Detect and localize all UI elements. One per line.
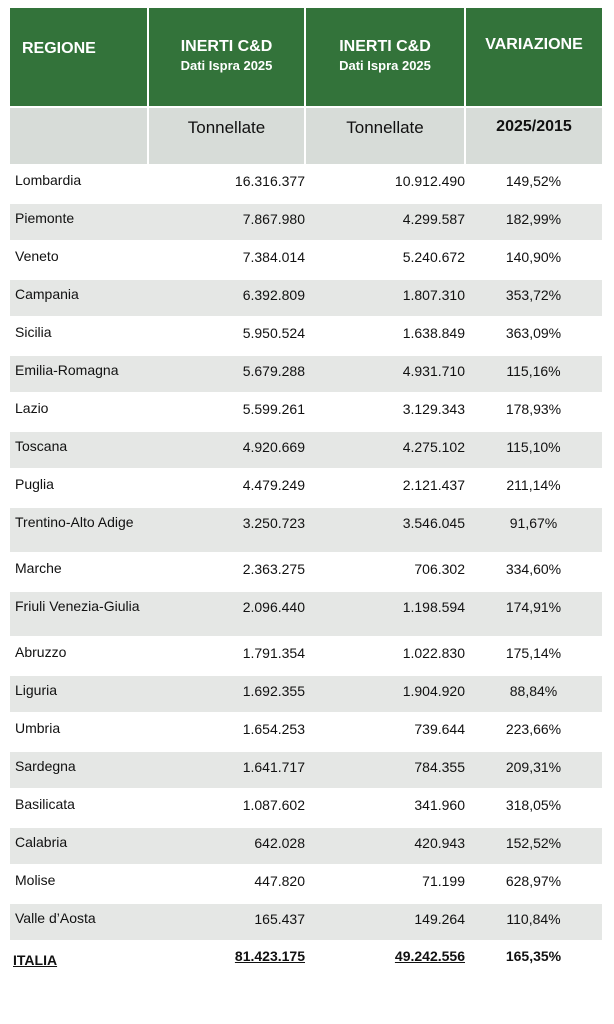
header-variazione: VARIAZIONE xyxy=(465,8,602,107)
region-cell: Marche xyxy=(10,553,148,591)
region-cell: Toscana xyxy=(10,431,148,469)
value-2015-cell: 71.199 xyxy=(305,865,465,903)
value-2015-cell: 341.960 xyxy=(305,789,465,827)
value-2025-cell: 165.437 xyxy=(148,903,305,941)
variation-cell: 149,52% xyxy=(465,165,602,203)
value-2025-cell: 16.316.377 xyxy=(148,165,305,203)
value-2015-cell: 3.129.343 xyxy=(305,393,465,431)
value-2025-cell: 7.867.980 xyxy=(148,203,305,241)
total-variation: 165,35% xyxy=(465,941,602,982)
table-row xyxy=(10,355,602,393)
value-2015-cell: 5.240.672 xyxy=(305,241,465,279)
value-2025-cell: 3.250.723 xyxy=(148,507,305,553)
table-row xyxy=(10,393,602,431)
table-row xyxy=(10,553,602,591)
variation-cell: 140,90% xyxy=(465,241,602,279)
variation-cell: 209,31% xyxy=(465,751,602,789)
region-cell: Umbria xyxy=(10,713,148,751)
value-2015-cell: 420.943 xyxy=(305,827,465,865)
region-cell: Emilia-Romagna xyxy=(10,355,148,393)
table-row xyxy=(10,431,602,469)
variation-cell: 152,52% xyxy=(465,827,602,865)
table-row xyxy=(10,203,602,241)
table-row xyxy=(10,789,602,827)
value-2025-cell: 1.641.717 xyxy=(148,751,305,789)
total-2025: 81.423.175 xyxy=(148,941,305,982)
value-2015-cell: 1.638.849 xyxy=(305,317,465,355)
region-cell: Sardegna xyxy=(10,751,148,789)
total-row xyxy=(10,941,602,982)
table-row xyxy=(10,713,602,751)
data-table xyxy=(10,8,602,982)
table-row xyxy=(10,675,602,713)
value-2025-cell: 4.479.249 xyxy=(148,469,305,507)
table-row xyxy=(10,903,602,941)
region-cell: Trentino-Alto Adige xyxy=(10,507,148,553)
table-row xyxy=(10,165,602,203)
table-row xyxy=(10,865,602,903)
value-2015-cell: 149.264 xyxy=(305,903,465,941)
variation-cell: 182,99% xyxy=(465,203,602,241)
variation-cell: 175,14% xyxy=(465,637,602,675)
variation-cell: 178,93% xyxy=(465,393,602,431)
variation-cell: 334,60% xyxy=(465,553,602,591)
region-cell: Lazio xyxy=(10,393,148,431)
region-cell: Friuli Venezia-Giulia xyxy=(10,591,148,637)
variation-cell: 110,84% xyxy=(465,903,602,941)
units-cell-tonnellate-2: Tonnellate xyxy=(305,107,465,165)
value-2015-cell: 1.022.830 xyxy=(305,637,465,675)
table-row xyxy=(10,469,602,507)
value-2015-cell: 10.912.490 xyxy=(305,165,465,203)
variation-cell: 88,84% xyxy=(465,675,602,713)
variation-cell: 363,09% xyxy=(465,317,602,355)
value-2025-cell: 1.087.602 xyxy=(148,789,305,827)
value-2015-cell: 784.355 xyxy=(305,751,465,789)
value-2015-cell: 1.904.920 xyxy=(305,675,465,713)
value-2025-cell: 1.692.355 xyxy=(148,675,305,713)
value-2015-cell: 4.299.587 xyxy=(305,203,465,241)
region-cell: Valle d’Aosta xyxy=(10,903,148,941)
table-row xyxy=(10,317,602,355)
table-row xyxy=(10,279,602,317)
region-cell: Campania xyxy=(10,279,148,317)
total-label: ITALIA xyxy=(10,941,148,982)
value-2025-cell: 1.791.354 xyxy=(148,637,305,675)
region-cell: Basilicata xyxy=(10,789,148,827)
variation-cell: 91,67% xyxy=(465,507,602,553)
value-2015-cell: 1.198.594 xyxy=(305,591,465,637)
value-2025-cell: 2.096.440 xyxy=(148,591,305,637)
value-2015-cell: 4.931.710 xyxy=(305,355,465,393)
variation-cell: 115,16% xyxy=(465,355,602,393)
value-2025-cell: 7.384.014 xyxy=(148,241,305,279)
value-2025-cell: 2.363.275 xyxy=(148,553,305,591)
header-row xyxy=(10,8,602,107)
region-cell: Sicilia xyxy=(10,317,148,355)
units-row xyxy=(10,107,602,165)
table-row xyxy=(10,751,602,789)
value-2025-cell: 5.599.261 xyxy=(148,393,305,431)
value-2015-cell: 706.302 xyxy=(305,553,465,591)
region-cell: Veneto xyxy=(10,241,148,279)
value-2015-cell: 1.807.310 xyxy=(305,279,465,317)
table-row xyxy=(10,507,602,553)
header-regione: REGIONE xyxy=(10,8,148,107)
variation-cell: 353,72% xyxy=(465,279,602,317)
table-row xyxy=(10,827,602,865)
region-cell: Calabria xyxy=(10,827,148,865)
table-row xyxy=(10,241,602,279)
value-2015-cell: 3.546.045 xyxy=(305,507,465,553)
table-body xyxy=(10,165,602,982)
units-cell-empty xyxy=(10,107,148,165)
value-2015-cell: 739.644 xyxy=(305,713,465,751)
value-2015-cell: 2.121.437 xyxy=(305,469,465,507)
value-2025-cell: 5.679.288 xyxy=(148,355,305,393)
value-2015-cell: 4.275.102 xyxy=(305,431,465,469)
units-cell-period: 2025/2015 xyxy=(465,107,602,165)
table-row xyxy=(10,637,602,675)
variation-cell: 318,05% xyxy=(465,789,602,827)
table-row xyxy=(10,591,602,637)
total-2015: 49.242.556 xyxy=(305,941,465,982)
region-cell: Piemonte xyxy=(10,203,148,241)
value-2025-cell: 4.920.669 xyxy=(148,431,305,469)
variation-cell: 115,10% xyxy=(465,431,602,469)
variation-cell: 223,66% xyxy=(465,713,602,751)
region-cell: Puglia xyxy=(10,469,148,507)
variation-cell: 628,97% xyxy=(465,865,602,903)
variation-cell: 211,14% xyxy=(465,469,602,507)
units-cell-tonnellate-1: Tonnellate xyxy=(148,107,305,165)
region-cell: Liguria xyxy=(10,675,148,713)
variation-cell: 174,91% xyxy=(465,591,602,637)
value-2025-cell: 1.654.253 xyxy=(148,713,305,751)
value-2025-cell: 447.820 xyxy=(148,865,305,903)
value-2025-cell: 6.392.809 xyxy=(148,279,305,317)
region-cell: Lombardia xyxy=(10,165,148,203)
region-cell: Abruzzo xyxy=(10,637,148,675)
header-inerti-2: INERTI C&D Dati Ispra 2025 xyxy=(305,8,465,107)
value-2025-cell: 5.950.524 xyxy=(148,317,305,355)
value-2025-cell: 642.028 xyxy=(148,827,305,865)
header-inerti-1: INERTI C&D Dati Ispra 2025 xyxy=(148,8,305,107)
region-cell: Molise xyxy=(10,865,148,903)
